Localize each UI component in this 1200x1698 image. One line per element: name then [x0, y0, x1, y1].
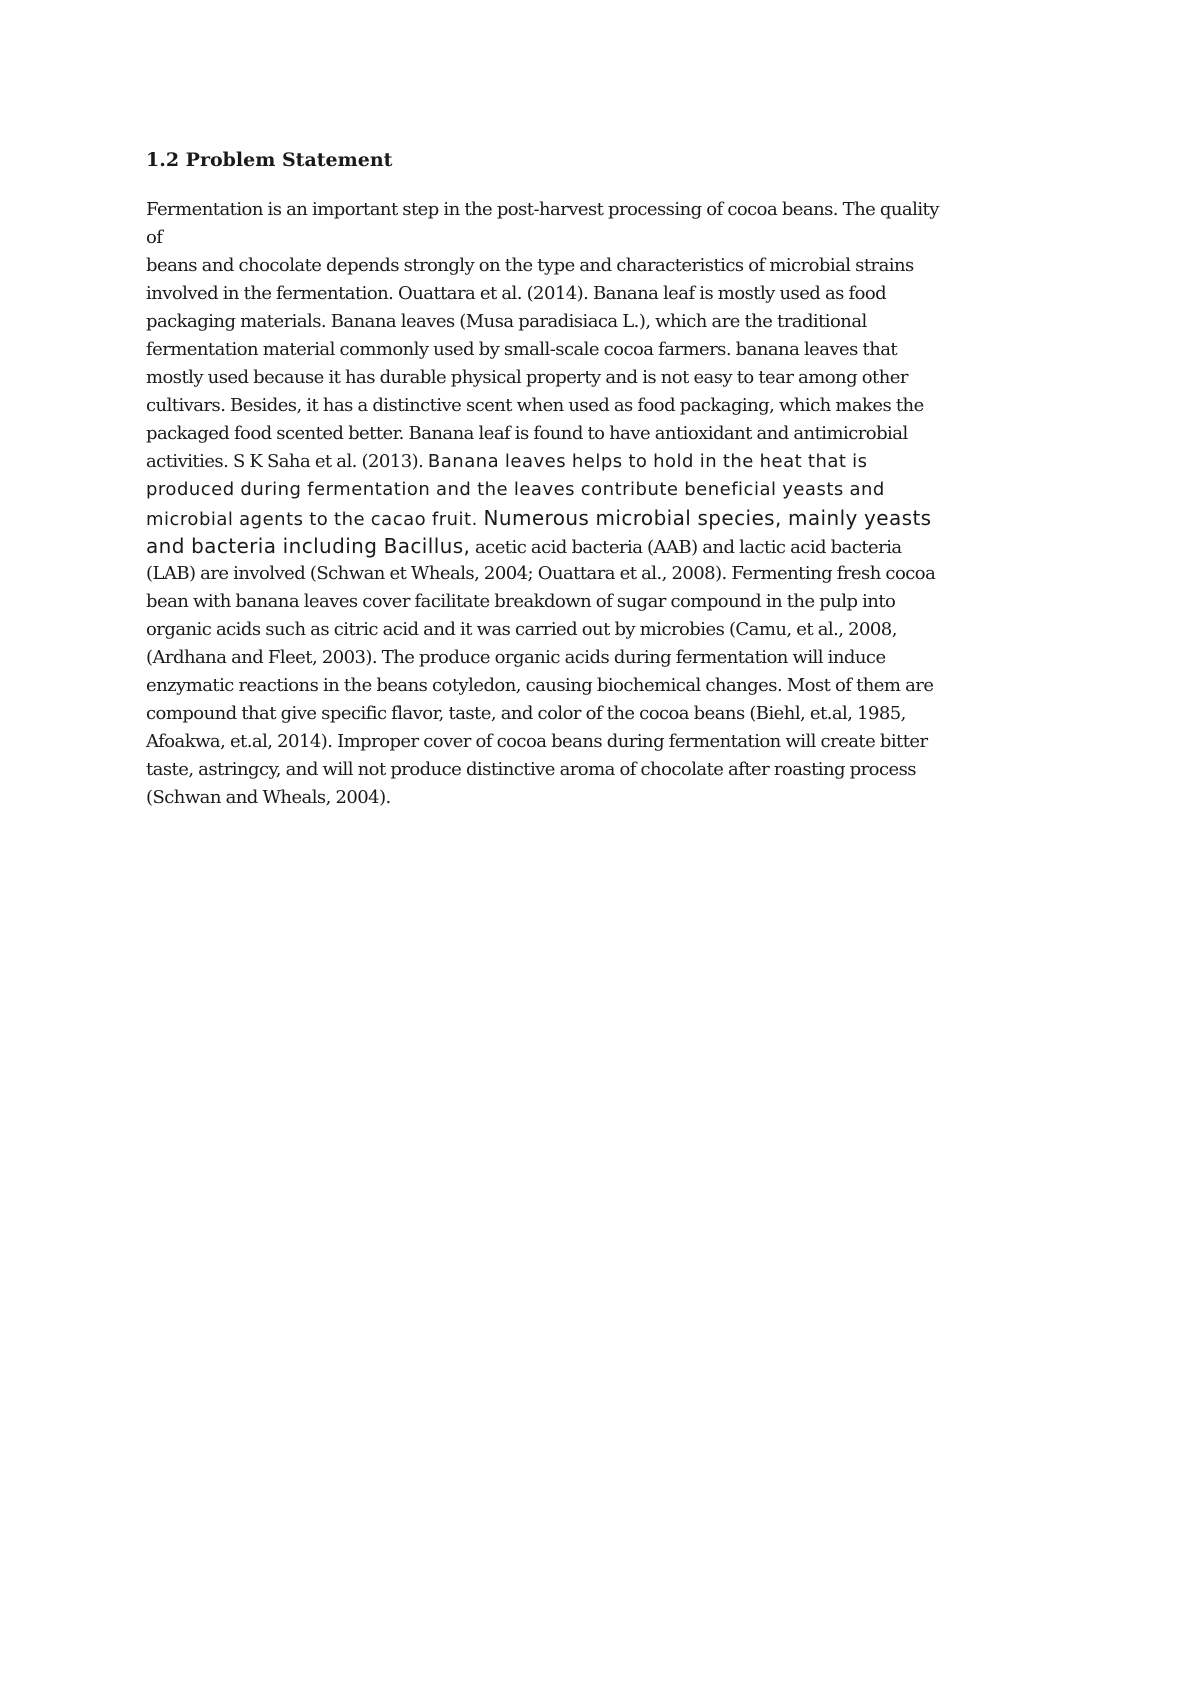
text-line-10: [146, 448, 1076, 476]
text-line-19: compound that give specific flavor, taste, and color of the cocoa beans (Biehl, et.al, 1985,: [146, 703, 906, 724]
text-line-13: [146, 532, 1076, 560]
text-line-5: packaging materials. Banana leaves (Musa paradisiaca L.), which are the traditional: [146, 311, 867, 332]
text-line-15: bean with banana leaves cover facilitate breakdown of sugar compound in the pulp into: [146, 591, 896, 612]
text-line-10-sans: Banana leaves helps to hold in the heat that is: [427, 451, 868, 472]
text-line-4: involved in the fermentation. Ouattara et al. (2014). Banana leaf is mostly used as food: [146, 283, 887, 304]
text-line-11: [146, 476, 1076, 504]
text-line-9: packaged food scented better. Banana leaf is found to have antioxidant and antimicrobial: [146, 423, 908, 444]
text-line-16: organic acids such as citric acid and it was carried out by microbies (Camu, et al., 2008,: [146, 619, 897, 640]
text-line-11-sans: produced during fermentation and the leaves contribute beneficial yeasts and: [146, 479, 885, 500]
text-line-7: mostly used because it has durable physical property and is not easy to tear among other: [146, 367, 908, 388]
text-line-3: beans and chocolate depends strongly on the type and characteristics of microbial strains: [146, 255, 914, 276]
text-line-20: Afoakwa, et.al, 2014). Improper cover of cocoa beans during fermentation will create bitter: [146, 731, 928, 752]
text-line-18: enzymatic reactions in the beans cotyledon, causing biochemical changes. Most of them are: [146, 675, 934, 696]
text-line-12: [146, 504, 1076, 532]
document-body: [146, 146, 1076, 812]
text-line-12-sans: microbial agents to the cacao fruit.: [146, 509, 484, 530]
problem-statement-paragraph: [146, 196, 1076, 812]
text-line-6: fermentation material commonly used by small-scale cocoa farmers. banana leaves that: [146, 339, 898, 360]
text-line-10-serif: activities. S K Saha et al. (2013).: [146, 451, 428, 472]
section-heading: 1.2 Problem Statement: [146, 149, 393, 171]
text-line-14: (LAB) are involved (Schwan et Wheals, 2004; Ouattara et al., 2008). Fermenting fresh cocoa: [146, 563, 936, 584]
text-line-13-serif: acetic acid bacteria (AAB) and lactic acid bacteria: [470, 537, 902, 558]
text-line-12-sans-large: Numerous microbial species, mainly yeasts: [483, 506, 932, 530]
text-line-8: cultivars. Besides, it has a distinctive scent when used as food packaging, which makes the: [146, 395, 924, 416]
text-line-2: of: [146, 227, 163, 248]
text-line-17: (Ardhana and Fleet, 2003). The produce organic acids during fermentation will induce: [146, 647, 886, 668]
text-line-13-sans-large: and bacteria including Bacillus,: [146, 534, 471, 558]
text-line-21: taste, astringcy, and will not produce distinctive aroma of chocolate after roasting process: [146, 759, 916, 780]
text-line-1: Fermentation is an important step in the post-harvest processing of cocoa beans. The quality: [146, 199, 939, 220]
text-line-22: (Schwan and Wheals, 2004).: [146, 787, 391, 808]
